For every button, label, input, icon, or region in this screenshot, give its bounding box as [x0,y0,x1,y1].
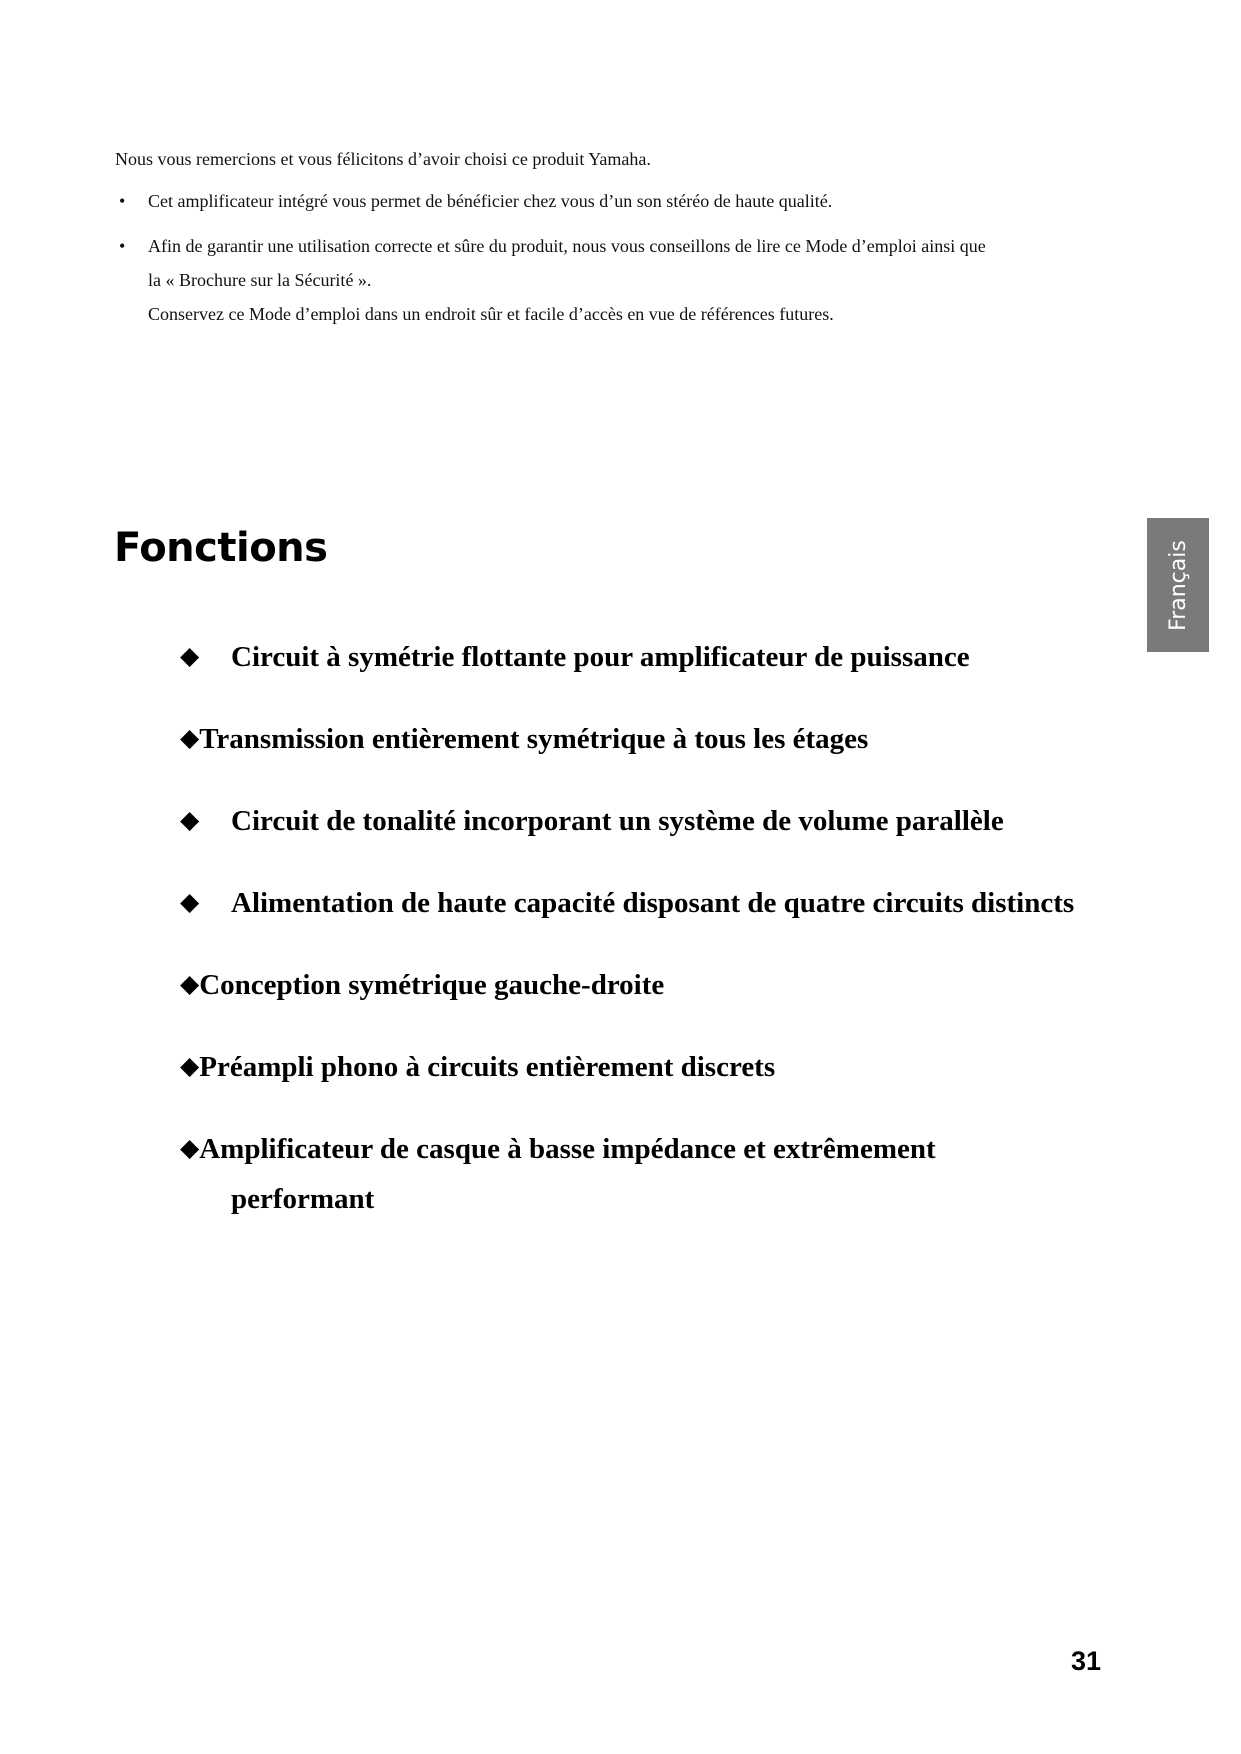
feature-text: Circuit à symétrie flottante pour amplificateur de puissance [231,641,970,673]
diamond-bullet-icon: ◆ [180,643,200,670]
feature-item [180,960,1100,1010]
feature-item [180,1042,1100,1092]
intro-bullet-text: Conservez ce Mode d’emploi dans un endroit sûr et facile d’accès en vue de références futures. [148,304,834,324]
intro-section [115,142,1105,342]
intro-bullet-text: Afin de garantir une utilisation correcte et sûre du produit, nous vous conseillons de lire ce Mode d’emploi ainsi que [148,236,986,256]
intro-bullet-list [115,184,1105,331]
feature-item [180,632,1100,682]
feature-item [180,714,1100,764]
feature-text: Conception symétrique gauche-droite [199,969,665,1001]
diamond-bullet-icon: ◆ [180,1053,200,1080]
diamond-bullet-icon: ◆ [180,807,200,834]
feature-text: Préampli phono à circuits entièrement discrets [199,1051,776,1083]
intro-thanks: Nous vous remercions et vous félicitons d’avoir choisi ce produit Yamaha. [115,149,651,169]
intro-bullet-item [115,184,1105,218]
intro-bullet-item [115,229,1105,331]
feature-item [180,796,1100,846]
feature-text: Alimentation de haute capacité disposant de quatre circuits distincts [231,887,1075,919]
intro-bullet-text: Cet amplificateur intégré vous permet de bénéficier chez vous d’un son stéréo de haute qualité. [148,191,833,211]
feature-text-continuation: performant [231,1183,375,1215]
diamond-bullet-icon: ◆ [180,1135,200,1162]
language-tab [1147,518,1209,652]
page-number: 31 [1070,1646,1101,1676]
diamond-bullet-icon: ◆ [180,889,200,916]
feature-text: Amplificateur de casque à basse impédance et extrêmement [199,1133,936,1165]
feature-item [180,878,1100,928]
bullet-dot-icon: • [119,236,126,256]
feature-item [180,1124,1100,1224]
feature-text: Transmission entièrement symétrique à tous les étages [199,723,869,755]
feature-list [180,632,1100,1256]
diamond-bullet-icon: ◆ [180,971,200,998]
feature-text: Circuit de tonalité incorporant un système de volume parallèle [231,805,1004,837]
language-tab-label: Français [1165,539,1191,631]
intro-bullet-text: la « Brochure sur la Sécurité ». [148,270,372,290]
bullet-dot-icon: • [119,191,126,211]
diamond-bullet-icon: ◆ [180,725,200,752]
section-title: Fonctions [114,525,328,571]
